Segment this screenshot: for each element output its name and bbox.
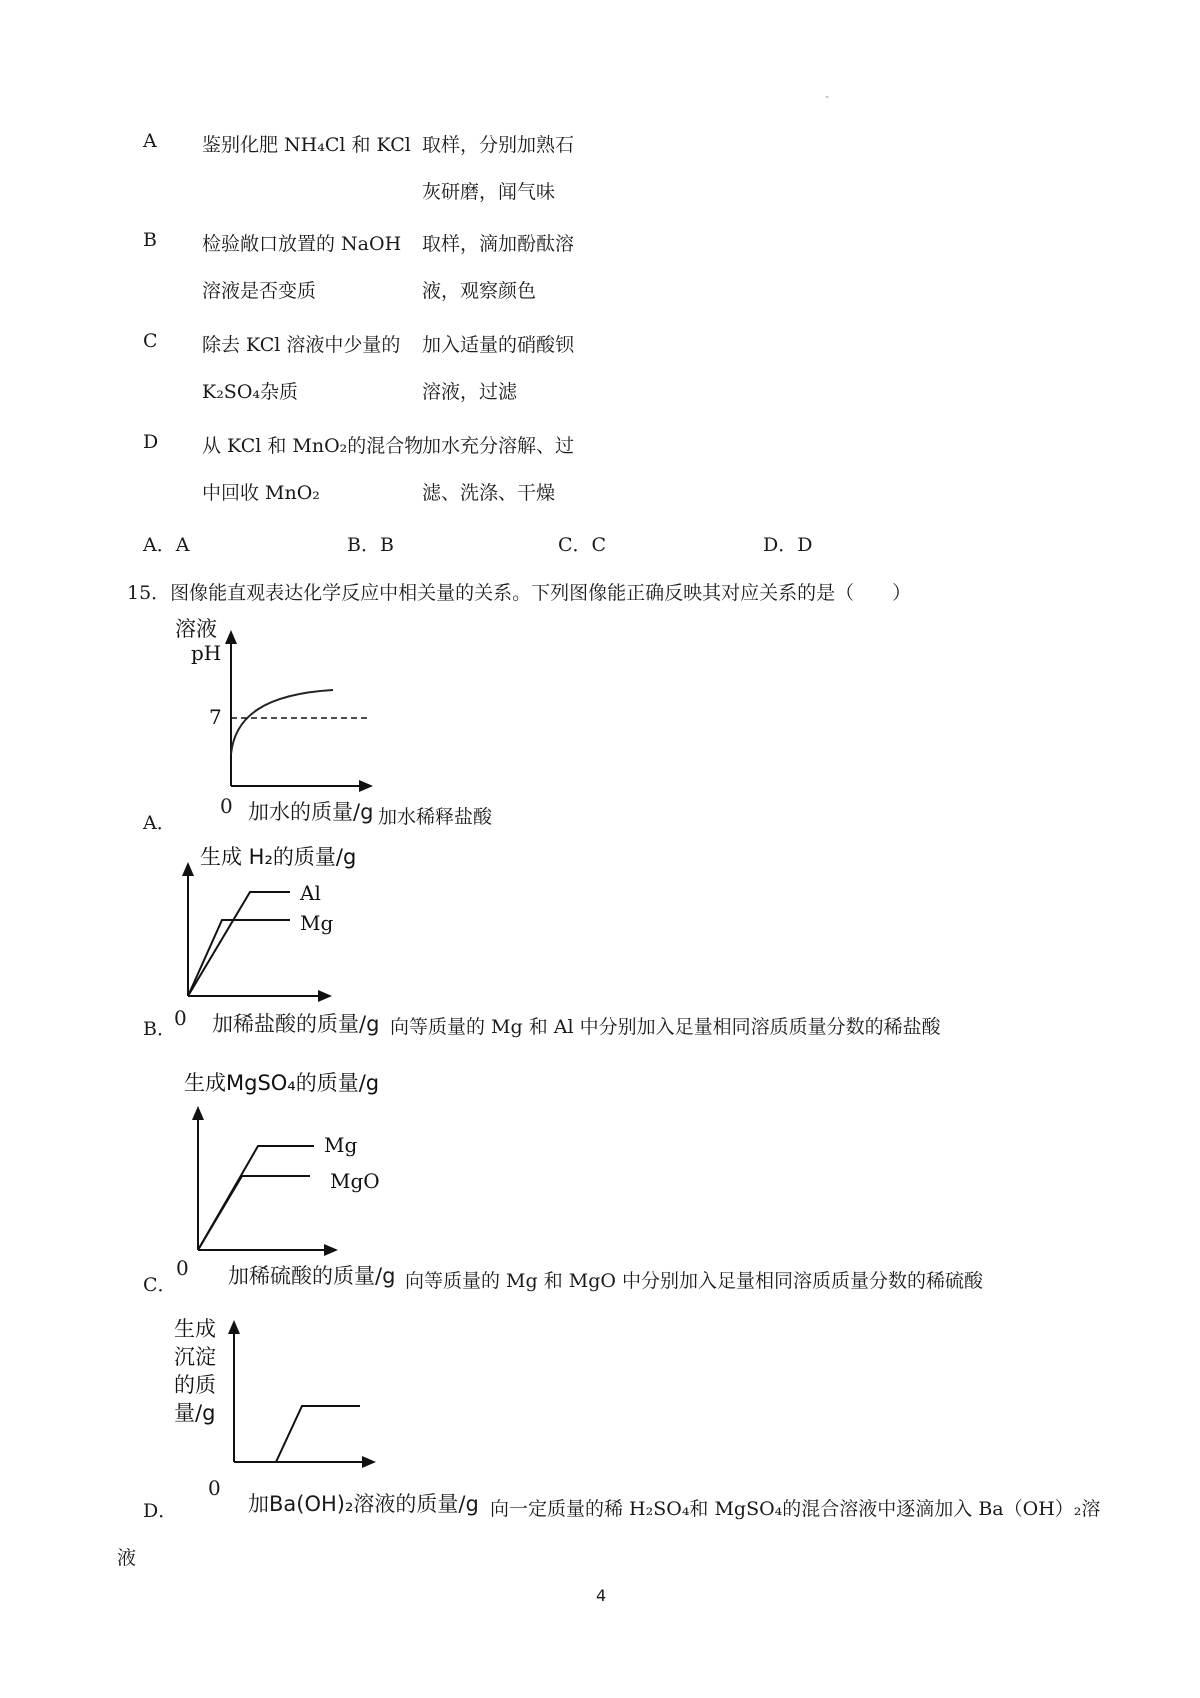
q14-choice-c[interactable]: C．C — [558, 534, 607, 556]
graph-d-x-label: 加Ba(OH)₂溶液的质量/g — [248, 1492, 479, 1516]
table-row-purpose: 除去 KCl 溶液中少量的 — [202, 334, 401, 356]
graph-c-label-mgo: MgO — [330, 1169, 380, 1193]
table-row-letter: B — [143, 229, 157, 251]
graph-b-label-al: Al — [300, 881, 321, 905]
option-c-letter[interactable]: C． — [143, 1274, 177, 1296]
q14-choice-b[interactable]: B．B — [347, 534, 394, 556]
table-row-purpose: 溶液是否变质 — [202, 280, 317, 302]
graph-a-origin: 0 — [220, 794, 233, 818]
graph-c-x-arrow — [324, 1244, 338, 1256]
top-mark: " — [826, 96, 829, 103]
graph-c-line-mgo — [198, 1176, 310, 1250]
option-c-caption: 向等质量的 Mg 和 MgO 中分别加入足量相同溶质质量分数的稀硫酸 — [405, 1270, 983, 1292]
graph-d-precipitate-line — [276, 1406, 360, 1462]
graph-c-label-mg: Mg — [324, 1133, 358, 1157]
graph-d-y-label-1: 生成 — [174, 1317, 216, 1341]
option-d-letter[interactable]: D． — [143, 1500, 178, 1522]
page-number: 4 — [596, 1586, 607, 1605]
graph-c-line-mg — [198, 1146, 314, 1250]
graph-b-y-label: 生成 H₂的质量/g — [200, 845, 357, 869]
graph-a-ph-curve — [231, 690, 333, 754]
graph-a-x-arrow — [359, 780, 373, 792]
graph-c-y-label: 生成MgSO₄的质量/g — [184, 1071, 380, 1095]
table-row-letter: A — [143, 130, 157, 152]
graph-a-x-label: 加水的质量/g — [248, 800, 374, 824]
option-d-caption: 向一定质量的稀 H₂SO₄和 MgSO₄的混合溶液中逐滴加入 Ba（OH）₂溶 — [490, 1498, 1101, 1520]
table-row-purpose: K₂SO₄杂质 — [202, 381, 299, 403]
q15-stem: 15．图像能直观表达化学反应中相关量的关系。下列图像能正确反映其对应关系的是（ ） — [127, 582, 912, 604]
graph-b-y-arrow — [182, 862, 194, 876]
graph-c-origin: 0 — [176, 1256, 189, 1280]
option-b-caption: 向等质量的 Mg 和 Al 中分别加入足量相同溶质质量分数的稀盐酸 — [390, 1016, 941, 1038]
table-row-purpose: 中回收 MnO₂ — [202, 482, 320, 504]
table-row-letter: D — [143, 431, 159, 453]
option-b-letter[interactable]: B． — [143, 1018, 176, 1040]
graph-b — [172, 838, 552, 1008]
graph-c-x-label: 加稀硫酸的质量/g — [228, 1264, 396, 1288]
q14-choice-a[interactable]: A．A — [143, 534, 190, 556]
q14-choice-d[interactable]: D．D — [763, 534, 813, 556]
table-row-purpose: 从 KCl 和 MnO₂的混合物 — [202, 435, 424, 457]
table-row-method: 溶液，过滤 — [422, 381, 518, 403]
graph-a-y-label-2: pH — [191, 641, 222, 665]
table-row-method: 灰研磨，闻气味 — [422, 181, 556, 203]
graph-a-y-arrow — [225, 630, 237, 644]
graph-b-line-mg — [188, 920, 290, 996]
graph-c — [176, 1066, 436, 1266]
table-row-method: 滤、洗涤、干燥 — [422, 482, 556, 504]
graph-d — [170, 1310, 390, 1480]
option-a-letter[interactable]: A． — [143, 812, 176, 834]
table-row-method: 加水充分溶解、过 — [422, 435, 575, 457]
graph-a — [165, 616, 385, 816]
graph-d-origin: 0 — [208, 1476, 221, 1500]
option-d-caption-continued: 液 — [117, 1547, 137, 1569]
graph-a-tick-7: 7 — [209, 705, 222, 729]
table-row-method: 取样，滴加酚酞溶 — [422, 233, 575, 255]
graph-b-label-mg: Mg — [300, 911, 334, 935]
graph-b-origin: 0 — [174, 1006, 187, 1030]
graph-a-y-label-1: 溶液 — [175, 617, 217, 641]
table-row-letter: C — [143, 330, 158, 352]
graph-b-x-label: 加稀盐酸的质量/g — [212, 1012, 380, 1036]
graph-b-x-arrow — [318, 990, 332, 1002]
table-row-method: 加入适量的硝酸钡 — [422, 334, 575, 356]
graph-d-y-arrow — [228, 1320, 240, 1334]
table-row-method: 液，观察颜色 — [422, 280, 537, 302]
graph-b-line-al — [188, 892, 290, 996]
graph-d-y-label-2: 沉淀 — [174, 1345, 216, 1369]
table-row-purpose: 鉴别化肥 NH₄Cl 和 KCl — [202, 134, 411, 156]
graph-d-y-label-3: 的质 — [174, 1373, 216, 1397]
table-row-purpose: 检验敞口放置的 NaOH — [202, 233, 402, 255]
graph-d-y-label-4: 量/g — [174, 1401, 216, 1425]
graph-d-x-arrow — [362, 1456, 376, 1468]
table-row-method: 取样，分别加熟石 — [422, 134, 575, 156]
option-a-caption: 加水稀释盐酸 — [378, 806, 493, 828]
graph-c-y-arrow — [192, 1106, 204, 1120]
